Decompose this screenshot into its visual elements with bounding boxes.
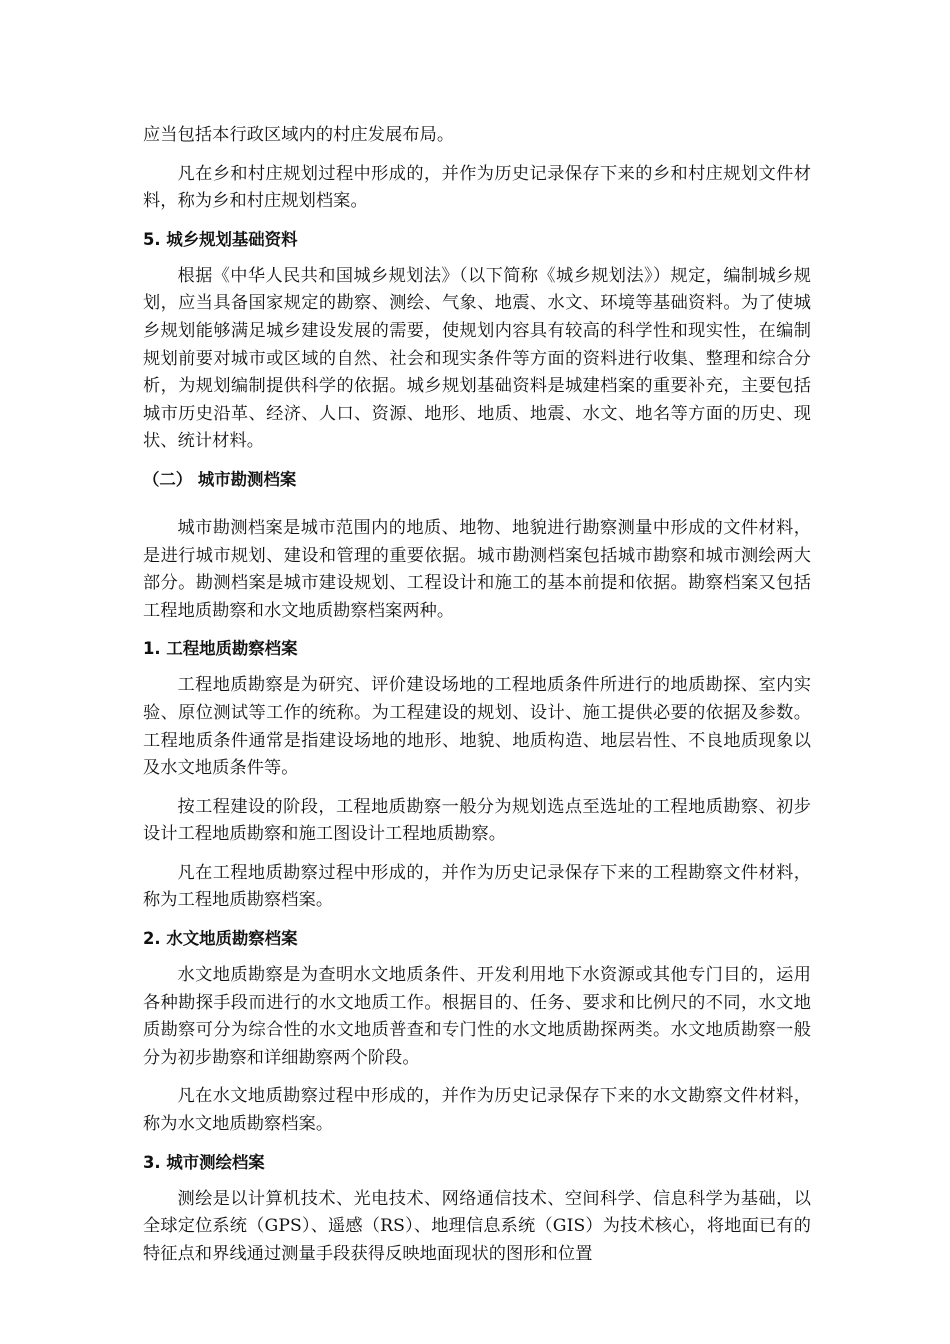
document-body [143, 122, 811, 1279]
paragraph: 测绘是以计算机技术、光电技术、网络通信技术、空间科学、信息科学为基础，以全球定位系统（GPS）、遥感（RS）、地理信息系统（GIS）为技术核心，将地面已有的特征点和界线通过测量手段获得反映地面现状的图形和位置 [143, 1188, 811, 1264]
paragraph: 凡在乡和村庄规划过程中形成的，并作为历史记录保存下来的乡和村庄规划文件材料，称为乡和村庄规划档案。 [143, 163, 811, 212]
paragraph: 凡在水文地质勘察过程中形成的，并作为历史记录保存下来的水文勘察文件材料，称为水文地质勘察档案。 [143, 1086, 811, 1135]
paragraph: 根据《中华人民共和国城乡规划法》（以下简称《城乡规划法》）规定，编制城乡规划，应当具备国家规定的勘察、测绘、气象、地震、水文、环境等基础资料。为了使城乡规划能够满足城乡建设发展的需要，使规划内容具有较高的科学性和现实性，在编制规划前要对城市或区域的自然、社会和现实条件等方面的资料进行收集、整理和综合分析，为规划编制提供科学的依据。城乡规划基础资料是城建档案的重要补充，主要包括城市历史沿革、经济、人口、资源、地形、地质、地震、水文、地名等方面的历史、现状、统计材料。 [143, 265, 811, 452]
section-heading: 3. 城市测绘档案 [143, 1152, 265, 1172]
section-heading: 5. 城乡规划基础资料 [143, 229, 298, 249]
paragraph: 凡在工程地质勘察过程中形成的，并作为历史记录保存下来的工程勘察文件材料，称为工程地质勘察档案。 [143, 862, 811, 911]
section-heading: 1. 工程地质勘察档案 [143, 639, 298, 659]
section-heading: 2. 水文地质勘察档案 [143, 929, 298, 949]
paragraph: 按工程建设的阶段，工程地质勘察一般分为规划选点至选址的工程地质勘察、初步设计工程地质勘察和施工图设计工程地质勘察。 [143, 796, 811, 845]
section-heading: （二） 城市勘测档案 [143, 469, 297, 489]
paragraph: 工程地质勘察是为研究、评价建设场地的工程地质条件所进行的地质勘探、室内实验、原位测试等工作的统称。为工程建设的规划、设计、施工提供必要的依据及参数。工程地质条件通常是指建设场地的地形、地貌、地质构造、地层岩性、不良地质现象以及水文地质条件等。 [143, 675, 811, 779]
paragraph: 应当包括本行政区域内的村庄发展布局。 [143, 125, 455, 145]
paragraph: 水文地质勘察是为查明水文地质条件、开发利用地下水资源或其他专门目的，运用各种勘探手段而进行的水文地质工作。根据目的、任务、要求和比例尺的不同，水文地质勘察可分为综合性的水文地质普查和专门性的水文地质勘探两类。水文地质勘察一般分为初步勘察和详细勘察两个阶段。 [143, 965, 811, 1068]
paragraph: 城市勘测档案是城市范围内的地质、地物、地貌进行勘察测量中形成的文件材料，是进行城市规划、建设和管理的重要依据。城市勘测档案包括城市勘察和城市测绘两大部分。勘测档案是城市建设规划、工程设计和施工的基本前提和依据。勘察档案又包括工程地质勘察和水文地质勘察档案两种。 [143, 517, 811, 621]
